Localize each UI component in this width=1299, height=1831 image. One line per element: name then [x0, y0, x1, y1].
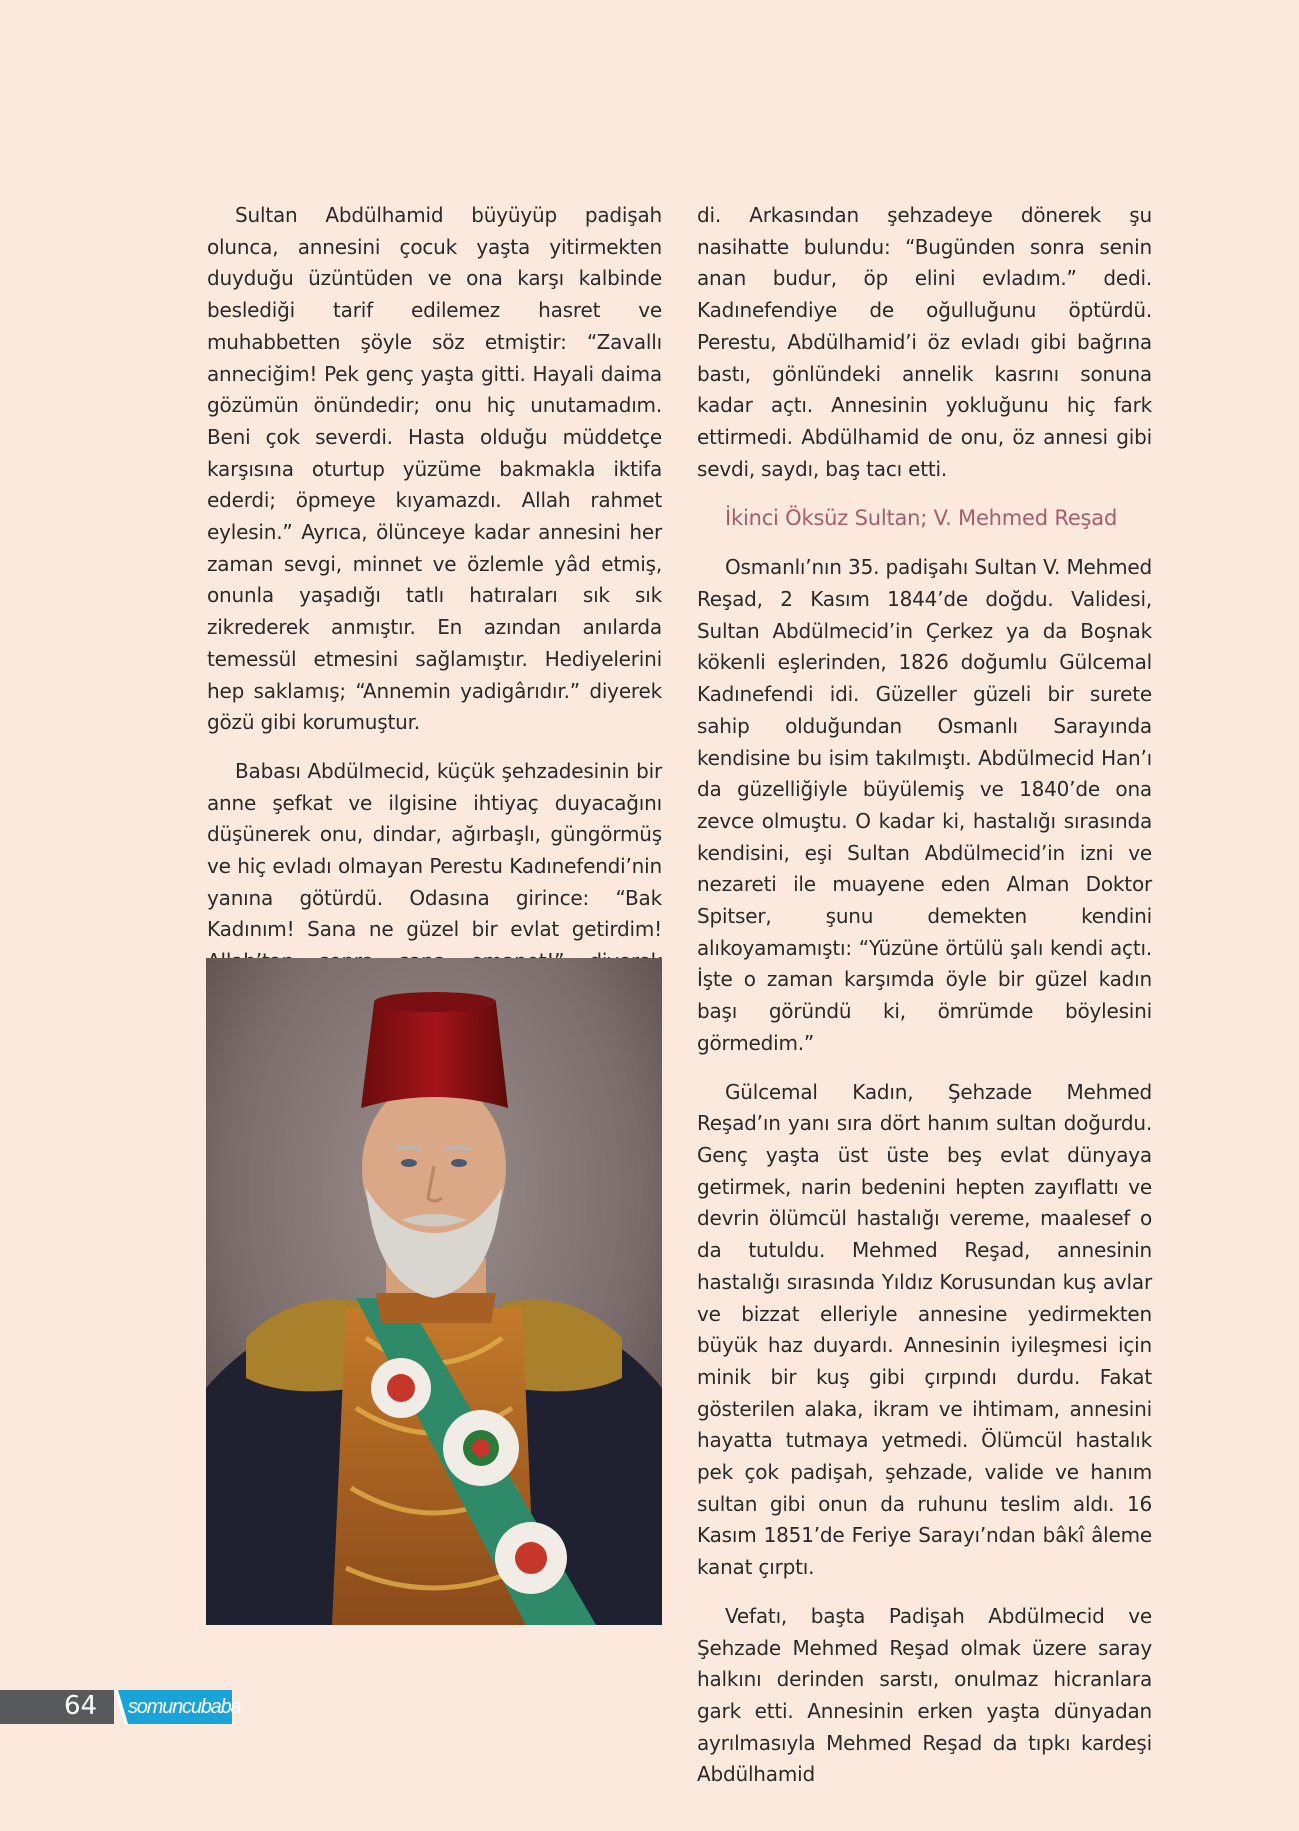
- paragraph: Osmanlı’nın 35. padişahı Sultan V. Mehmed Reşad, 2 Kasım 1844’de doğdu. Validesi, Sultan Abdülmecid’in Çerkez ya da Boşnak kökenli eşlerinden, 1826 doğumlu Gülcemal Kadınefendi idi. Güzeller güzeli bir surete sahip olduğundan Osmanlı Sarayında kendisine bu isim takılmıştı. Abdülmecid Han’ı da güzelliğiyle büyülemiş ve 1840’de ona zevce olmuştu. O kadar ki, hastalığı sırasında kendisini, eşi Sultan Abdülmecid’in izni ve nezareti ile muayene eden Alman Doktor Spitser, şunu demekten kendini alıkoyamamıştı: “Yüzüne örtülü şalı kendi açtı. İşte o zaman karşımda öyle bir güzel kadın başı göründü ki, ömrümde böylesini görmedim.”: [697, 555, 1152, 1055]
- paragraph: Vefatı, başta Padişah Abdülmecid ve Şehzade Mehmed Reşad olmak üzere saray halkını derinden sarstı, onulmaz hicranlara gark etti. Annesinin erken yaşta dünyadan ayrılmasıyla Mehmed Reşad da tıpkı kardeşi Abdülhamid: [697, 1603, 1152, 1787]
- page-number: 64: [64, 1691, 98, 1721]
- left-column: [207, 200, 662, 1027]
- brand-name: somuncubaba: [128, 1696, 241, 1718]
- right-column: [697, 200, 1152, 1808]
- paragraph: Gülcemal Kadın, Şehzade Mehmed Reşad’ın yanı sıra dört hanım sultan doğurdu. Genç yaşta üst üste beş evlat dünyaya getirmek, narin bedenini hepten zayıflattı ve devrin ölümcül hastalığı vereme, maalesef o da tutuldu. Mehmed Reşad, annesinin hastalığı sırasında Yıldız Korusundan kuş avlar ve bizzat elleriyle annesine yedirmekten büyük haz duyardı. Annesinin iyileşmesi için minik bir kuş gibi çırpındı durdu. Fakat gösterilen alaka, ikram ve ihtimam, annesini hayatta tutmaya yetmedi. Ölümcül hastalık pek çok padişah, şehzade, valide ve hanım sultan gibi onun da ruhunu teslim aldı. 16 Kasım 1851’de Feriye Sarayı’ndan bâkî âleme kanat çırptı.: [697, 1079, 1152, 1580]
- paragraph: Sultan Abdülhamid büyüyüp padişah olunca, annesini çocuk yaşta yitirmekten duyduğu üzüntüden ve ona karşı kalbinde beslediği tarif edilemez hasret ve muhabbetten şöyle söz etmiştir: “Zavallı anneciğim! Pek genç yaşta gitti. Hayali daima gözümün önündedir; onu hiç unutamadım. Beni çok severdi. Hasta olduğu müddetçe karşısına oturtup yüzüme bakmakla iktifa ederdi; öpmeye kıyamazdı. Allah rahmet eylesin.” Ayrıca, ölünceye kadar annesini her zaman sevgi, minnet ve özlemle yâd etmiş, onunla yaşadığı tatlı hatıraları sık sık zikrederek anmıştır. En azından anılarda temessül etmesini sağlamıştır. Hediyelerini hep saklamış; “Annemin yadigârıdır.” diyerek gözü gibi korumuştur.: [207, 203, 662, 735]
- section-heading: İkinci Öksüz Sultan; V. Mehmed Reşad: [725, 506, 1118, 531]
- paragraph: Babası Abdülmecid, küçük şehzadesinin bir anne şefkat ve ilgisine ihtiyaç duyacağını düşünerek onu, dindar, ağırbaşlı, güngörmüş ve hiç evladı olmayan Perestu Kadınefendi’nin yanına götürdü. Odasına girince: “Bak Kadınım! Sana ne güzel bir evlat getirdim!: [207, 758, 662, 942]
- sultan-portrait-illustration: [206, 958, 662, 1625]
- paragraph: di. Arkasından şehzadeye dönerek şu nasihatte bulundu: “Bugünden sonra senin anan budur, öp elini evladım.” dedi. Kadınefendiye de oğulluğunu öptürdü. Perestu, Abdülhamid’i öz evladı gibi bağrına bastı, gönlündeki annelik kasrını sonuna kadar açtı. Annesinin yokluğunu hiç fark ettirmedi. Abdülhamid de onu, öz annesi gibi sevdi, saydı, baş tacı etti.: [697, 203, 1152, 481]
- portrait-image: [206, 958, 662, 1625]
